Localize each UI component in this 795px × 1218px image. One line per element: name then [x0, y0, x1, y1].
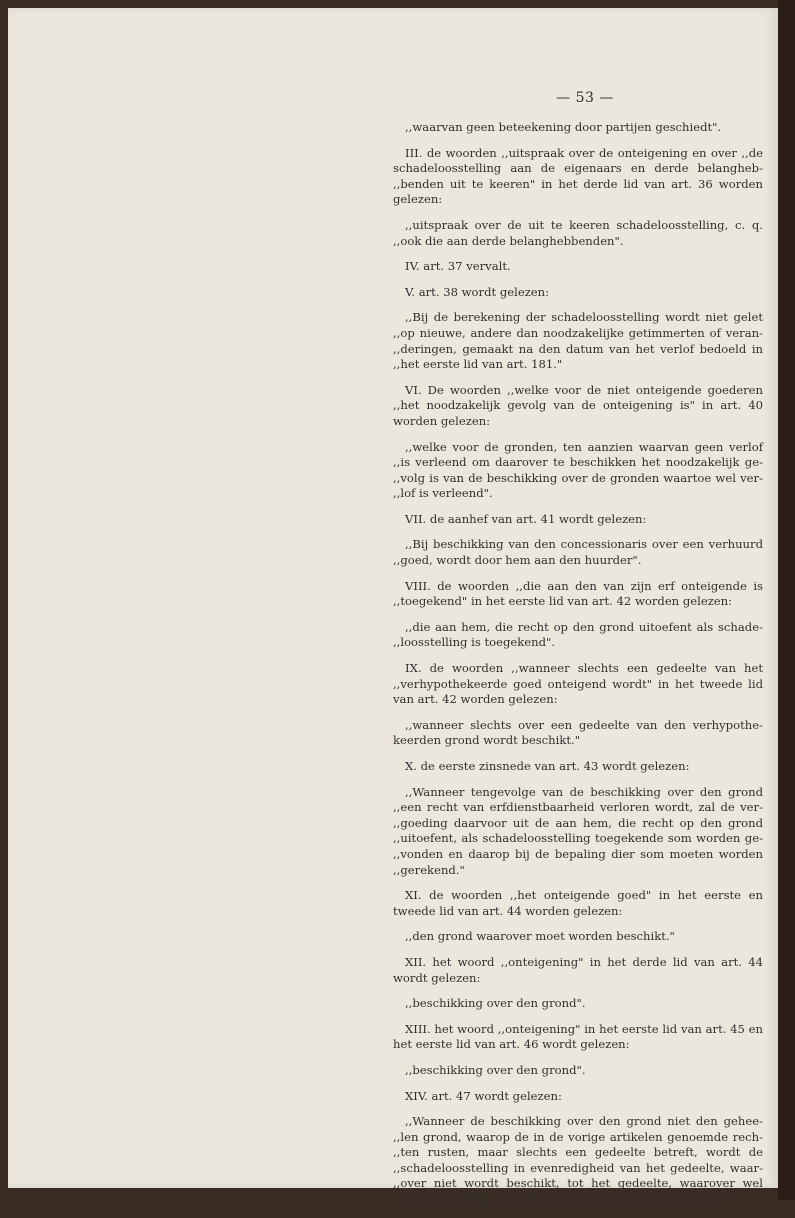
paragraph: X. de eerste zinsnede van art. 43 wordt gelezen:: [405, 759, 690, 773]
paragraph: VII. de aanhef van art. 41 wordt gelezen:: [405, 511, 647, 526]
paragraph: XI. de woorden ,,het onteigende goed" in het eerste en tweede lid van art. 44 worden gelezen:: [393, 888, 763, 918]
paragraph: V. art. 38 wordt gelezen:: [405, 284, 550, 299]
paragraph: ,,welke voor de gronden, ten aanzien waarvan geen verlof ,,is verleend om daarover te beschikken het noodzakelijk ge- ,,volg is van de beschikking over de gronden waartoe wel ver- ,,lof is verleend".: [393, 439, 763, 501]
paragraph: ,,waarvan geen beteekening door partijen geschiedt".: [405, 120, 722, 134]
paragraph: XIV. art. 47 wordt gelezen:: [405, 1088, 562, 1103]
paragraph: ,,uitspraak over de uit te keeren schadeloosstelling, c. q. ,,ook die aan derde belanghebbenden".: [393, 217, 763, 248]
paragraph: ,,beschikking over den grond".: [405, 996, 586, 1011]
paragraph: VI. De woorden ,,welke voor de niet onteigende goederen ,,het noodzakelijk gevolg van de onteigening is" in art. 40 worden gelezen:: [393, 382, 763, 428]
paragraph: ,,beschikking over den grond".: [405, 1062, 586, 1077]
paragraph: ,,wanneer slechts over een gedeelte van den verhypothe- keerden grond wordt beschikt.": [393, 717, 763, 748]
paragraph: ,,Wanneer de beschikking over den grond niet den gehee- ,,len grond, waarop de in de vorige artikelen genoemde rech- ,,ten rusten, maar slechts een gedeelte betreft, wordt de ,,schadeloosstelling in evenredigheid van het gedeelte, waar- ,,over niet wordt beschikt, tot het gedeelte, waarover wel ,,wordt beschikt, naar de bovenstaande regels berekend.": [393, 1114, 763, 1207]
paragraph: ,,Wanneer tengevolge van de beschikking over den grond ,,een recht van erfdienstbaarheid verloren wordt, zal de ver- ,,goeding daarvoor uit de aan hem, die recht op den grond ,,uitoefent, als schadeloosstelling toegekende som worden ge- ,,vonden en daarop bij de bepaling dier som moeten worden ,,gerekend.": [393, 784, 763, 877]
paragraph: ,,Bij beschikking van den concessionaris over een verhuurd ,,goed, wordt door hem aan den huurder".: [393, 537, 763, 568]
page-body: [393, 120, 763, 1218]
paragraph: IX. de woorden ,,wanneer slechts een gedeelte van het ,,verhypothekeerde goed onteigend wordt" in het tweede lid van art. 42 worden gelezen:: [393, 661, 763, 707]
scan-edge: [778, 0, 795, 1200]
paragraph: ,,Bij de berekening der schadeloosstelling wordt niet gelet ,,op nieuwe, andere dan noodzakelijke getimmerten of veran- ,,deringen, gemaakt na den datum van het verlof bedoeld in ,,het eerste lid van art. 181.": [393, 310, 763, 372]
paragraph: ,,die aan hem, die recht op den grond uitoefent als schade- ,,loosstelling is toegekend".: [393, 619, 763, 650]
page-number: — 53 —: [556, 90, 614, 106]
paragraph: III. de woorden ,,uitspraak over de onteigening en over ,,de schadeloosstelling aan de eigenaars en derde belangheb- ,,benden uit te keeren" in het derde lid van art. 36 worden gelezen:: [393, 145, 763, 207]
paragraph: IV. art. 37 vervalt.: [405, 259, 511, 274]
paragraph: ,,den grond waarover moet worden beschikt.": [405, 929, 675, 944]
paragraph: VIII. de woorden ,,die aan den van zijn erf onteigende is ,,toegekend" in het eerste lid van art. 42 worden gelezen:: [393, 578, 763, 609]
paragraph: XIII. het woord ,,onteigening" in het eerste lid van art. 45 en het eerste lid van art. 46 wordt gelezen:: [393, 1021, 763, 1052]
paragraph: XII. het woord ,,onteigening" in het derde lid van art. 44 wordt gelezen:: [393, 954, 763, 985]
